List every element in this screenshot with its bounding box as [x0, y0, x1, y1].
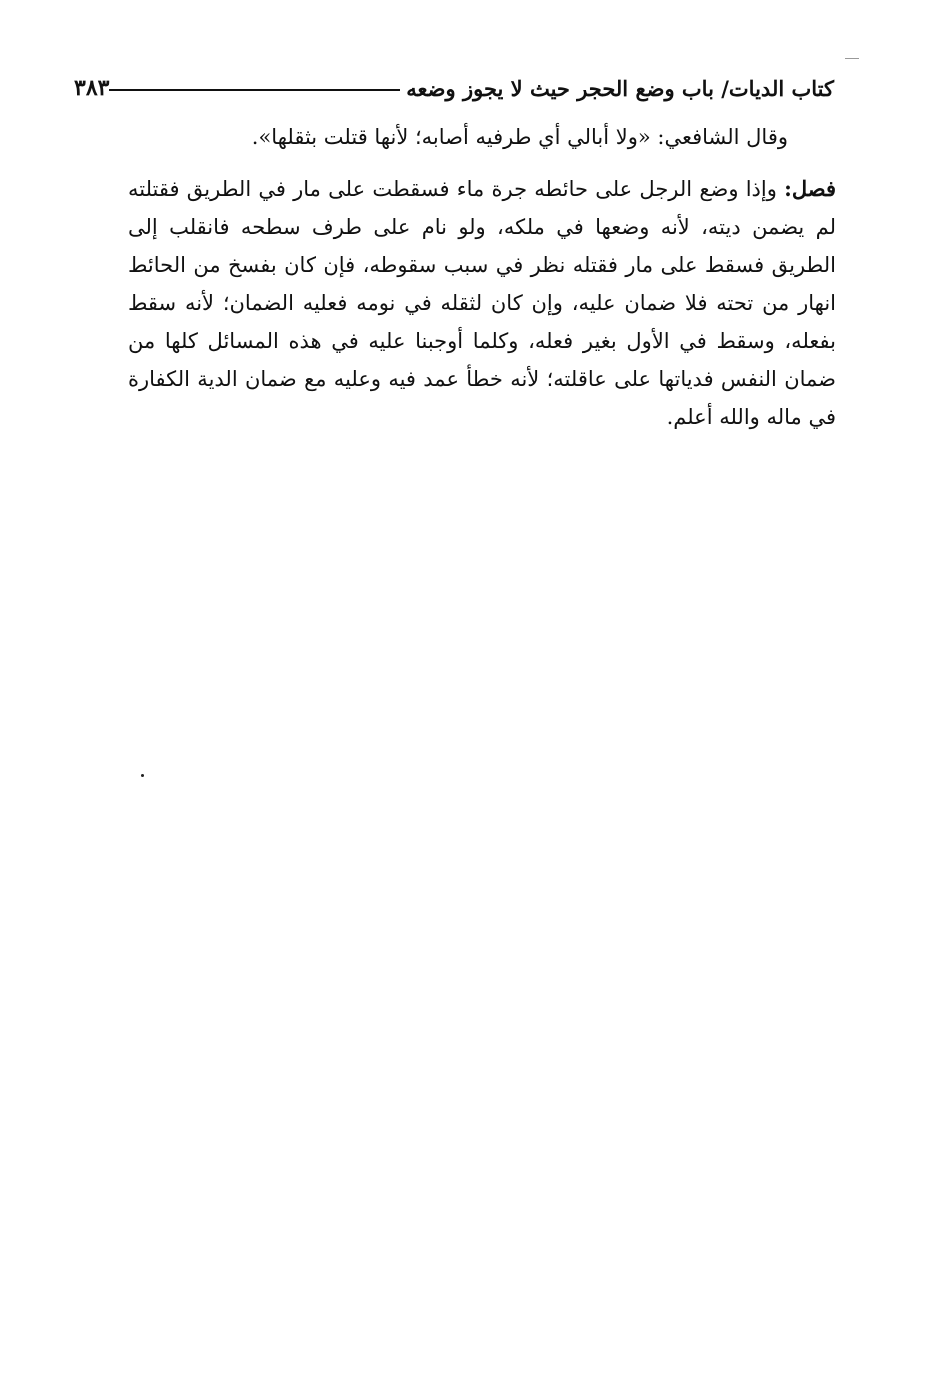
main-text: [128, 118, 836, 436]
section-label: فصل:: [784, 176, 836, 201]
shafii-quote: وقال الشافعي: «ولا أبالي أي طرفيه أصابه؛ لأنها قتلت بثقلها».: [251, 125, 788, 149]
page-number: ٣٨٣: [74, 75, 110, 101]
running-header: [74, 68, 834, 108]
section-text: وإذا وضع الرجل على حائطه جرة ماء فسقطت على مار في الطريق فقتلته لم يضمن ديته، لأنه وضعها في ملكه، ولو نام على طرف سطحه فانقلب إلى الطريق فسقط على مار فقتله نظر في سبب سقوطه، فإن كان بفسخ من الحائط انهار من تحته فلا ضمان عليه، وإن كان لثقله في نومه فعليه الضمان؛ لأنه سقط بفعله، وسقط في الأول بغير فعله، وكلما أوجبنا عليه في هذه المسائل كلها من ضمان النفس فدياتها على عاقلته؛ لأنه خطأ عمد فيه وعليه مع ضمان الدية الكفارة في ماله والله أعلم.: [128, 177, 836, 429]
corner-mark: [845, 58, 859, 59]
header-rule: [109, 89, 400, 91]
stray-dot: [141, 774, 144, 777]
section-paragraph: [128, 170, 836, 436]
running-title: كتاب الديات/ باب وضع الحجر حيث لا يجوز وضعه: [406, 75, 834, 101]
